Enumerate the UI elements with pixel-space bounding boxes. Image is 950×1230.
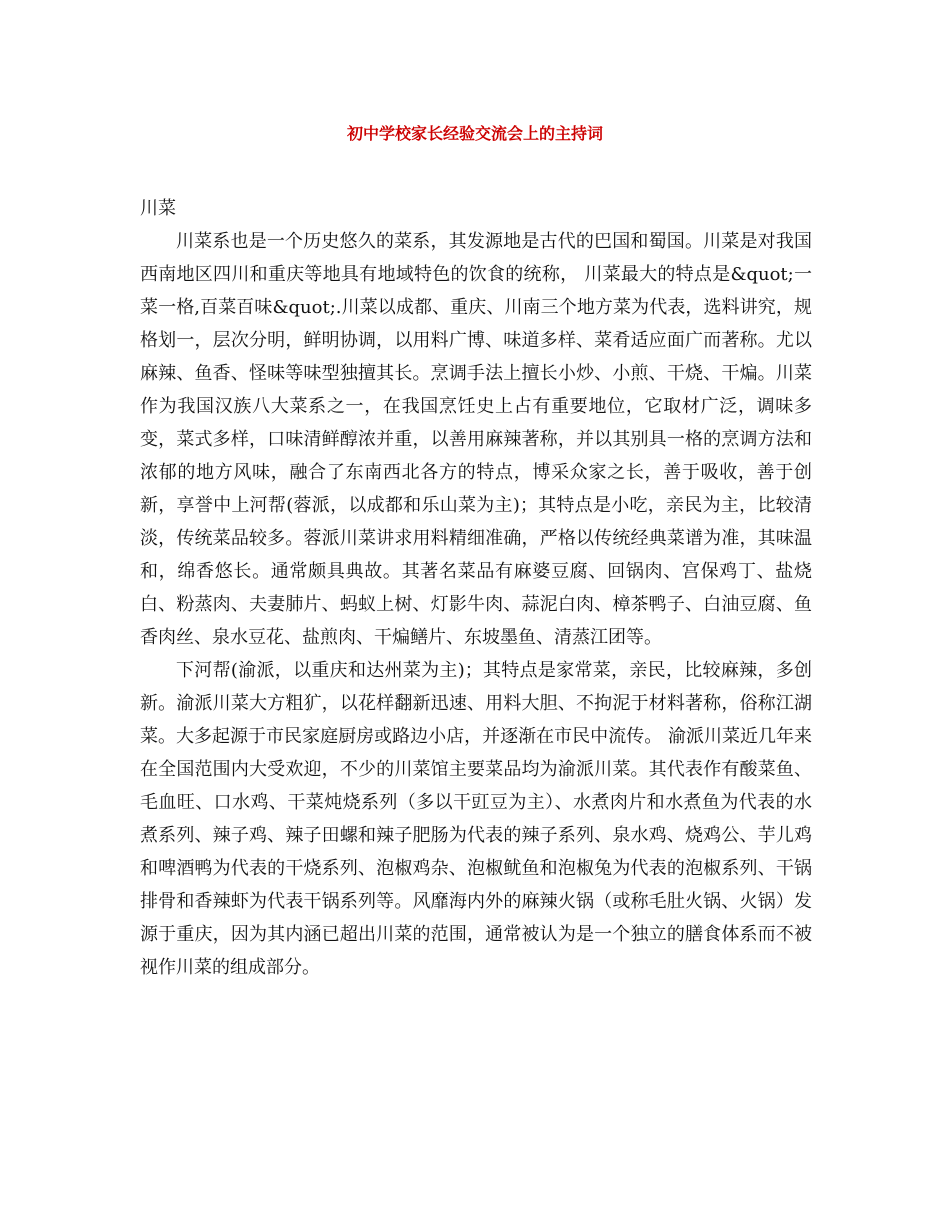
section-heading: 川菜 <box>140 198 176 219</box>
paragraph-2: 下河帮(渝派，以重庆和达州菜为主)；其特点是家常菜，亲民，比较麻辣，多创新。渝派川菜大方粗犷，以花样翻新迅速、用料大胆、不拘泥于材料著称，俗称江湖菜。大多起源于市民家庭厨房或路边小店，并逐渐在市民中流传。 渝派川菜近几年来在全国范围内大受欢迎，不少的川菜馆主要菜品均为渝派川菜。其代表作有酸菜鱼、毛血旺、口水鸡、干菜炖烧系列（多以干豇豆为主）、水煮肉片和水煮鱼为代表的水煮系列、辣子鸡、辣子田螺和辣子肥肠为代表的辣子系列、泉水鸡、烧鸡公、芋儿鸡和啤酒鸭为代表的干烧系列、泡椒鸡杂、泡椒鱿鱼和泡椒兔为代表的泡椒系列、干锅排骨和香辣虾为代表干锅系列等。风靡海内外的麻辣火锅（或称毛肚火锅、火锅）发源于重庆，因为其内涵已超出川菜的范围，通常被认为是一个独立的膳食体系而不被视作川菜的组成部分。 <box>140 660 812 978</box>
document-body <box>140 192 812 984</box>
paragraph-1: 川菜系也是一个历史悠久的菜系，其发源地是古代的巴国和蜀国。川菜是对我国西南地区四川和重庆等地具有地域特色的饮食的统称， 川菜最大的特点是&quot;一菜一格,百菜百味&quot;.川菜以成都、重庆、川南三个地方菜为代表，选料讲究，规格划一，层次分明，鲜明协调，以用料广博、味道多样、菜肴适应面广而著称。尤以麻辣、鱼香、怪味等味型独擅其长。烹调手法上擅长小炒、小煎、干烧、干煸。川菜作为我国汉族八大菜系之一，在我国烹饪史上占有重要地位，它取材广泛，调味多变，菜式多样，口味清鲜醇浓并重，以善用麻辣著称，并以其别具一格的烹调方法和浓郁的地方风味，融合了东南西北各方的特点，博采众家之长，善于吸收，善于创新，享誉中上河帮(蓉派，以成都和乐山菜为主)；其特点是小吃，亲民为主，比较清淡，传统菜品较多。蓉派川菜讲求用料精细准确，严格以传统经典菜谱为准，其味温和，绵香悠长。通常颇具典故。其著名菜品有麻婆豆腐、回锅肉、宫保鸡丁、盐烧白、粉蒸肉、夫妻肺片、蚂蚁上树、灯影牛肉、蒜泥白肉、樟茶鸭子、白油豆腐、鱼香肉丝、泉水豆花、盐煎肉、干煸鳝片、东坡墨鱼、清蒸江团等。 <box>140 231 812 648</box>
document-title: 初中学校家长经验交流会上的主持词 <box>346 124 603 143</box>
